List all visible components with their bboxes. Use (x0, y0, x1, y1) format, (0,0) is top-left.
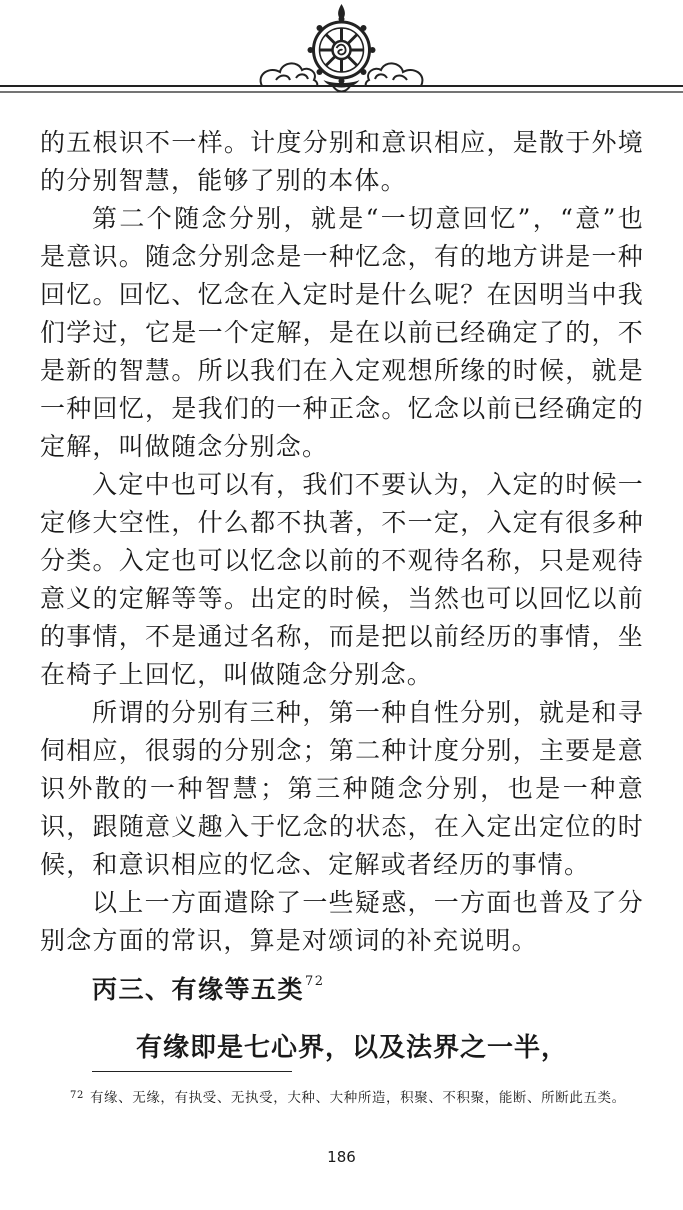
body-paragraph-3: 入定中也可以有，我们不要认为，入定的时候一定修大空性，什么都不执著，不一定，入定有很多种分类。入定也可以忆念以前的不观待名称，只是观待意义的定解等等。出定的时候，当然也可以回忆以前的事情，不是通过名称，而是把以前经历的事情，坐在椅子上回忆，叫做随念分别念。 (40, 470, 644, 689)
body-paragraph-4: 所谓的分别有三种，第一种自性分别，就是和寻伺相应，很弱的分别念；第二种计度分别，主要是意识外散的一种智慧；第三种随念分别，也是一种意识，跟随意义趣入于忆念的状态，在入定出定位的时候，和意识相应的忆念、定解或者经历的事情。 (40, 698, 644, 879)
footnote-ref[interactable]: 72 (305, 974, 325, 989)
page-body (40, 124, 644, 1068)
right-cloud-icon (366, 63, 423, 86)
body-paragraph-1: 的五根识不一样。计度分别和意识相应，是散于外境的分别智慧，能够了别的本体。 (40, 128, 644, 195)
section-heading-text: 丙三、有缘等五类 (92, 975, 305, 1004)
header-ornament (0, 0, 683, 110)
footnote-divider (92, 1071, 292, 1072)
body-paragraph-5: 以上一方面遣除了一些疑惑，一方面也普及了分别念方面的常识，算是对颂词的补充说明。 (40, 888, 644, 955)
dharma-wheel-icon (308, 4, 376, 92)
verse-line: 有缘即是七心界，以及法界之一半， (136, 1033, 569, 1063)
footnote-text: 有缘、无缘，有执受、无执受，大种、大种所造，积聚、不积聚，能断、所断此五类。 (89, 1090, 626, 1106)
footnote (40, 1084, 644, 1110)
section-heading (40, 962, 644, 1010)
footnote-number: 72 (70, 1090, 84, 1101)
body-paragraph-2: 第二个随念分别，就是“一切意回忆”，“意”也是意识。随念分别念是一种忆念，有的地方讲是一种回忆。回忆、忆念在入定时是什么呢？在因明当中我们学过，它是一个定解，是在以前已经确定了的，不是新的智慧。所以我们在入定观想所缘的时候，就是一种回忆，是我们的一种正念。忆念以前已经确定的定解，叫做随念分别念。 (40, 204, 644, 461)
left-cloud-icon (261, 63, 318, 86)
page-number: 186 (327, 1148, 356, 1166)
